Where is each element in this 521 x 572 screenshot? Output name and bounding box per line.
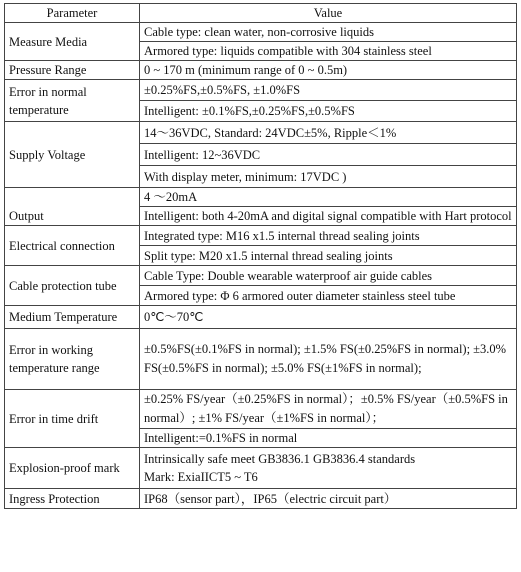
error-normal-standard-value: ±0.25%FS,±0.5%FS, ±1.0%FS [140,80,517,101]
table-row [5,266,517,286]
table-row [5,226,517,246]
supply-voltage-label: Supply Voltage [5,122,140,188]
supply-voltage-range-value: 14～36VDC, Standard: 24VDC±5%, Ripple＜1% [140,122,517,144]
cable-protection-cable-value: Cable Type: Double wearable waterproof air guide cables [140,266,517,286]
measure-media-cable-value: Cable type: clean water, non-corrosive liquids [140,23,517,42]
error-working-value: ±0.5%FS(±0.1%FS in normal); ±1.5% FS(±0.25%FS in normal); ±3.0% FS(±0.5%FS in normal); ±5.0% FS(±1%FS in normal); [140,329,517,390]
error-normal-label: Error in normal temperature [5,80,140,122]
specification-table [4,3,517,509]
value-header: Value [140,4,517,23]
electrical-connection-label: Electrical connection [5,226,140,266]
measure-media-label: Measure Media [5,23,140,61]
ingress-protection-label: Ingress Protection [5,489,140,509]
table-row [5,23,517,42]
electrical-integrated-value: Integrated type: M16 x1.5 internal thread sealing joints [140,226,517,246]
error-drift-label: Error in time drift [5,390,140,448]
error-drift-value: ±0.25% FS/year（±0.25%FS in normal）；±0.5% FS/year（±0.5%FS in normal）; ±1% FS/year（±1%FS in normal）； [140,390,517,429]
table-row [5,80,517,101]
table-row [5,122,517,144]
error-working-label: Error in working temperature range [5,329,140,390]
supply-voltage-intelligent-value: Intelligent: 12~36VDC [140,144,517,166]
table-row [5,306,517,329]
parameter-header: Parameter [5,4,140,23]
table-row [5,390,517,429]
output-label: Output [5,188,140,226]
cable-protection-armored-value: Armored type: Φ 6 armored outer diameter stainless steel tube [140,286,517,306]
error-drift-intelligent-value: Intelligent:=0.1%FS in normal [140,429,517,448]
electrical-split-value: Split type: M20 x1.5 internal thread sealing joints [140,246,517,266]
medium-temperature-label: Medium Temperature [5,306,140,329]
supply-voltage-display-value: With display meter, minimum: 17VDC ) [140,166,517,188]
measure-media-armored-value: Armored type: liquids compatible with 304 stainless steel [140,42,517,61]
header-row [5,4,517,23]
explosion-proof-label: Explosion-proof mark [5,448,140,489]
explosion-proof-mark-text: Mark: ExiaIICT5 ~ T6 [144,470,258,484]
explosion-proof-value [140,448,517,489]
table-row [5,188,517,207]
cable-protection-label: Cable protection tube [5,266,140,306]
ingress-protection-value: IP68（sensor part），IP65（electric circuit part） [140,489,517,509]
pressure-range-value: 0 ~ 170 m (minimum range of 0 ~ 0.5m) [140,61,517,80]
output-analog-value: 4 ～20mA [140,188,517,207]
table-row [5,489,517,509]
explosion-proof-standard-text: Intrinsically safe meet GB3836.1 GB3836.4 standards [144,452,416,466]
error-normal-intelligent-value: Intelligent: ±0.1%FS,±0.25%FS,±0.5%FS [140,101,517,122]
table-row [5,329,517,390]
output-intelligent-value: Intelligent: both 4-20mA and digital signal compatible with Hart protocol [140,207,517,226]
table-row [5,61,517,80]
pressure-range-label: Pressure Range [5,61,140,80]
medium-temperature-value: 0℃～70℃ [140,306,517,329]
table-row [5,448,517,489]
